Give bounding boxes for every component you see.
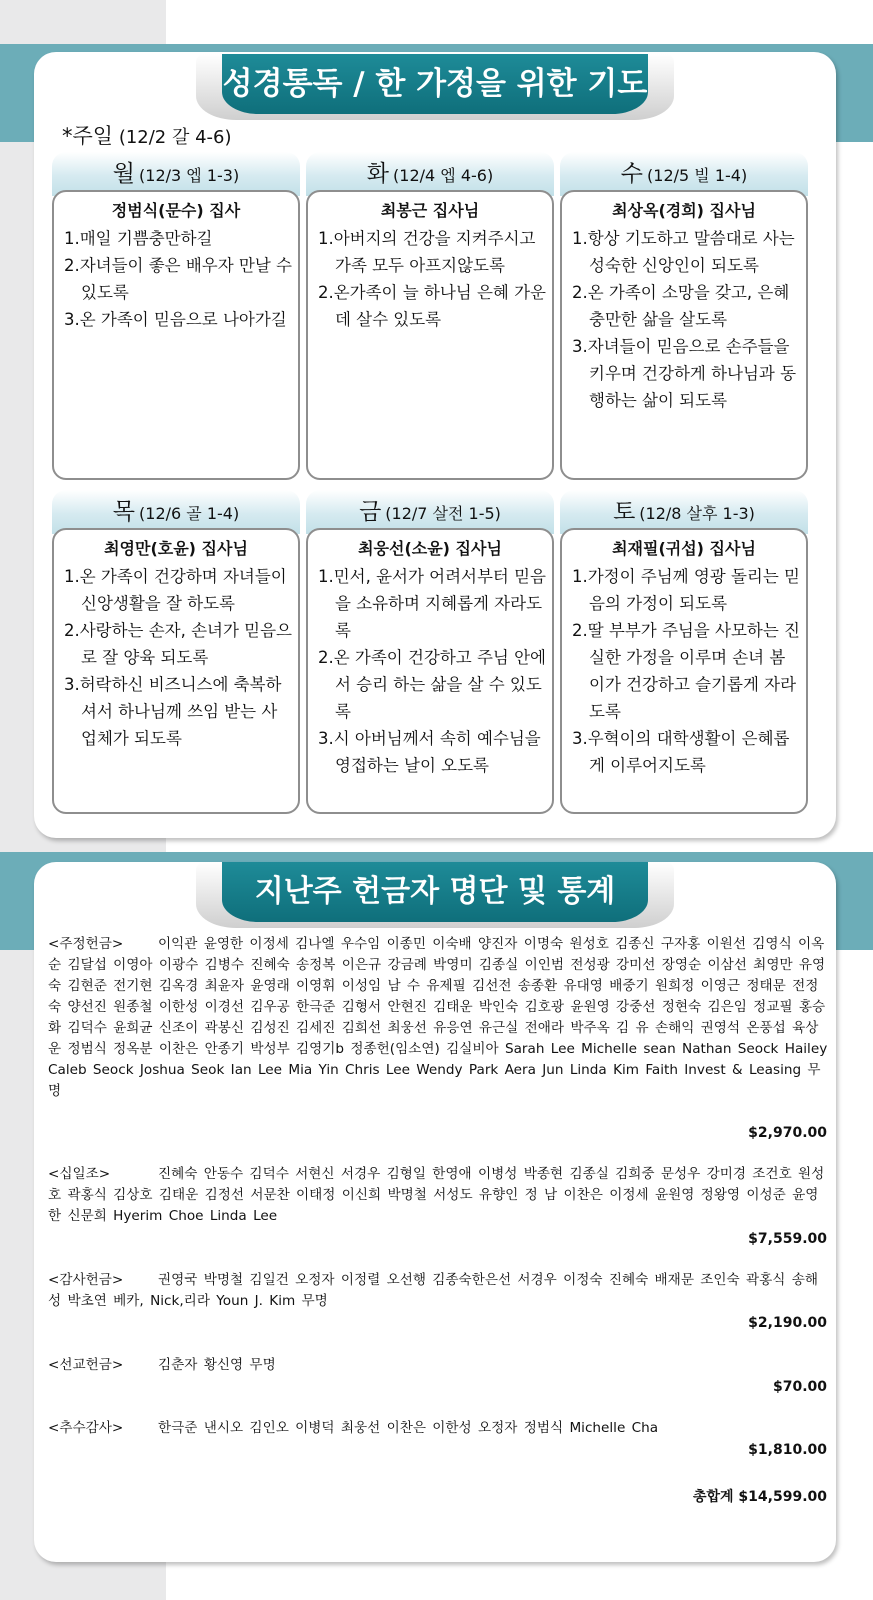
- day-card-wednesday: [560, 152, 808, 410]
- day-name: 화: [366, 161, 390, 187]
- prayer-title-banner: [196, 54, 674, 120]
- prayer-item: 1.민서, 윤서가 어려서부터 믿음을 소유하며 지혜롭게 자라도록: [318, 567, 546, 640]
- prayer-box: [306, 190, 554, 480]
- day-card-saturday: [560, 490, 808, 775]
- prayer-box: [560, 528, 808, 814]
- prayer-item: 1.매일 기쁨충만하길: [64, 229, 213, 248]
- offering-names: 권영국 박명철 김일건 오정자 이정렬 오선행 김종숙한은선 서경우 이정숙 진혜숙 배재문 조인숙 곽홍식 송해성 박초연 베카, Nick,리라 Youn J. Kim 무명: [48, 1272, 818, 1309]
- offering-category: <주정헌금>: [48, 936, 124, 952]
- day-ref: (12/5 빌 1-4): [647, 166, 748, 185]
- offering-category: <감사헌금>: [48, 1272, 124, 1288]
- day-name: 토: [613, 499, 636, 525]
- family-name: 정범식(문수) 집사: [111, 201, 241, 220]
- prayer-item: 1.온 가족이 건강하며 자녀들이 신앙생활을 잘 하도록: [64, 567, 287, 613]
- prayer-box: [52, 528, 300, 814]
- offering-group-harvest: [48, 1418, 828, 1439]
- offering-group-thanks: [48, 1270, 828, 1312]
- offering-group-tithe: [48, 1164, 828, 1227]
- family-name: 최재필(귀섭) 집사님: [612, 539, 756, 558]
- prayer-item: 3.우혁이의 대학생활이 은혜롭게 이루어지도록: [572, 729, 790, 775]
- offering-category: <십일조>: [48, 1166, 111, 1182]
- total-label: 총합계: [692, 1489, 734, 1505]
- prayer-box: [306, 528, 554, 814]
- offering-amount: $2,190.00: [748, 1315, 827, 1331]
- offering-names: 이익관 윤영한 이정세 김나엘 우수임 이종민 이숙배 양진자 이명숙 원성호 김종신 구자홍 이원선 김영식 이옥순 김달섭 이영아 이광수 김병수 진혜숙 송정복 이은규 강금례 박영미 김종실 이인범 전성광 강미선 장영순 이삼선 최영만 유영숙 김현준 전기현 김옥경 최윤자 윤영래 이영휘 이성임 남 수 유제필 김선전 송종환 유대영 배중기 원희정 이영근 정태문 전정숙 양선진 원종철 이한성 이경선 김우공 한극준 김형서 안현진 김태운 박인숙 김호광 윤원영 강중선 정현숙 김은임 정교필 홍승화 김덕수 윤희균 신조이 곽봉신 김성진 김세진 김희선 최웅선 유응연 유근실 전애라 박주옥 김 유 손해익 권영석 온풍섭 육상운 정범식 정옥분 이찬은 안종기 박성부 김영기b 정종헌(임소연) 김실비아 Sarah Lee Michelle sean Nathan Seock Hailey Caleb Seock Joshua Seok Ian Lee Mia Yin Chris Lee Wendy Park Aera Jun Linda Kim Faith Invest & Leasing 무명: [48, 936, 828, 1099]
- day-card-monday: [52, 152, 300, 329]
- offering-title: 지난주 헌금자 명단 및 통계: [222, 862, 648, 922]
- prayer-item: 1.가정이 주님께 영광 돌리는 믿음의 가정이 되도록: [572, 567, 800, 613]
- offering-group-regular: [48, 934, 828, 1102]
- prayer-item: 3.허락하신 비즈니스에 축복하셔서 하나님께 쓰임 받는 사업체가 되도록: [64, 675, 282, 748]
- prayer-item: 3.시 아버님께서 속히 예수님을 영접하는 날이 오도록: [318, 729, 541, 775]
- sunday-ref: (12/2 갈 4-6): [118, 127, 232, 148]
- offering-amount: $2,970.00: [748, 1125, 827, 1141]
- prayer-item: 3.온 가족이 믿음으로 나아가길: [64, 310, 287, 329]
- day-name: 수: [620, 161, 644, 187]
- prayer-item: 2.온가족이 늘 하나님 은혜 가운데 살수 있도록: [318, 283, 546, 329]
- prayer-item: 2.자녀들이 좋은 배우자 만날 수 있도록: [64, 256, 292, 302]
- day-name: 금: [359, 499, 382, 525]
- sunday-label: *주일: [62, 124, 114, 148]
- offering-title-banner: [196, 862, 674, 928]
- family-name: 최상옥(경희) 집사님: [612, 201, 756, 220]
- prayer-item: 1.항상 기도하고 말씀대로 사는 성숙한 신앙인이 되도록: [572, 229, 795, 275]
- day-card-tuesday: [306, 152, 554, 329]
- prayer-box: [560, 190, 808, 480]
- offering-amount: $70.00: [772, 1379, 827, 1395]
- offering-group-mission: [48, 1355, 828, 1376]
- prayer-item: 2.온 가족이 소망을 갖고, 은혜 충만한 삶을 살도록: [572, 283, 790, 329]
- offering-amount: $1,810.00: [748, 1442, 827, 1458]
- offering-category: <선교헌금>: [48, 1357, 124, 1373]
- prayer-box: [52, 190, 300, 480]
- day-name: 목: [112, 499, 136, 525]
- prayer-item: 2.딸 부부가 주님을 사모하는 진실한 가정을 이루며 손녀 봄이가 건강하고 슬기롭게 자라도록: [572, 621, 800, 721]
- day-card-friday: [306, 490, 554, 775]
- day-card-thursday: [52, 490, 300, 748]
- total-amount: $14,599.00: [738, 1489, 827, 1505]
- day-ref: (12/6 골 1-4): [139, 504, 240, 523]
- prayer-item: 2.사랑하는 손자, 손녀가 믿음으로 잘 양육 되도록: [64, 621, 292, 667]
- family-name: 최웅선(소윤) 집사님: [358, 539, 502, 558]
- prayer-item: 2.온 가족이 건강하고 주님 안에서 승리 하는 삶을 살 수 있도록: [318, 648, 546, 721]
- offering-names: 김춘자 황신영 무명: [158, 1357, 276, 1373]
- day-ref: (12/3 엡 1-3): [139, 166, 240, 185]
- prayer-item: 3.자녀들이 믿음으로 손주들을 키우며 건강하게 하나님과 동행하는 삶이 되도록: [572, 337, 797, 410]
- offering-names: 진혜숙 안동수 김덕수 서현신 서경우 김형일 한영애 이병성 박종현 김종실 김희중 문성우 강미경 조건호 원성호 곽홍식 김상호 김태운 김정선 서문찬 이태정 이신희 박명철 서성도 유향인 정 남 이찬은 이정세 윤원영 정왕영 이성준 윤영한 신문희 Hyerim Choe Linda Lee: [48, 1166, 825, 1224]
- prayer-title: 성경통독 / 한 가정을 위한 기도: [222, 54, 648, 114]
- sunday-reading: [62, 120, 232, 150]
- day-ref: (12/8 살후 1-3): [639, 504, 755, 523]
- day-ref: (12/4 엡 4-6): [393, 166, 494, 185]
- offering-category: <추수감사>: [48, 1420, 124, 1436]
- day-name: 월: [112, 161, 136, 187]
- day-ref: (12/7 살전 1-5): [385, 504, 501, 523]
- family-name: 최영만(호윤) 집사님: [104, 539, 248, 558]
- offering-total: [693, 1486, 827, 1506]
- prayer-item: 1.아버지의 건강을 지켜주시고 가족 모두 아프지않도록: [318, 229, 536, 275]
- family-name: 최봉근 집사님: [380, 201, 480, 220]
- offering-amount: $7,559.00: [748, 1231, 827, 1247]
- offering-names: 한극준 낸시오 김인오 이병덕 최웅선 이찬은 이한성 오정자 정범식 Michelle Cha: [158, 1420, 659, 1436]
